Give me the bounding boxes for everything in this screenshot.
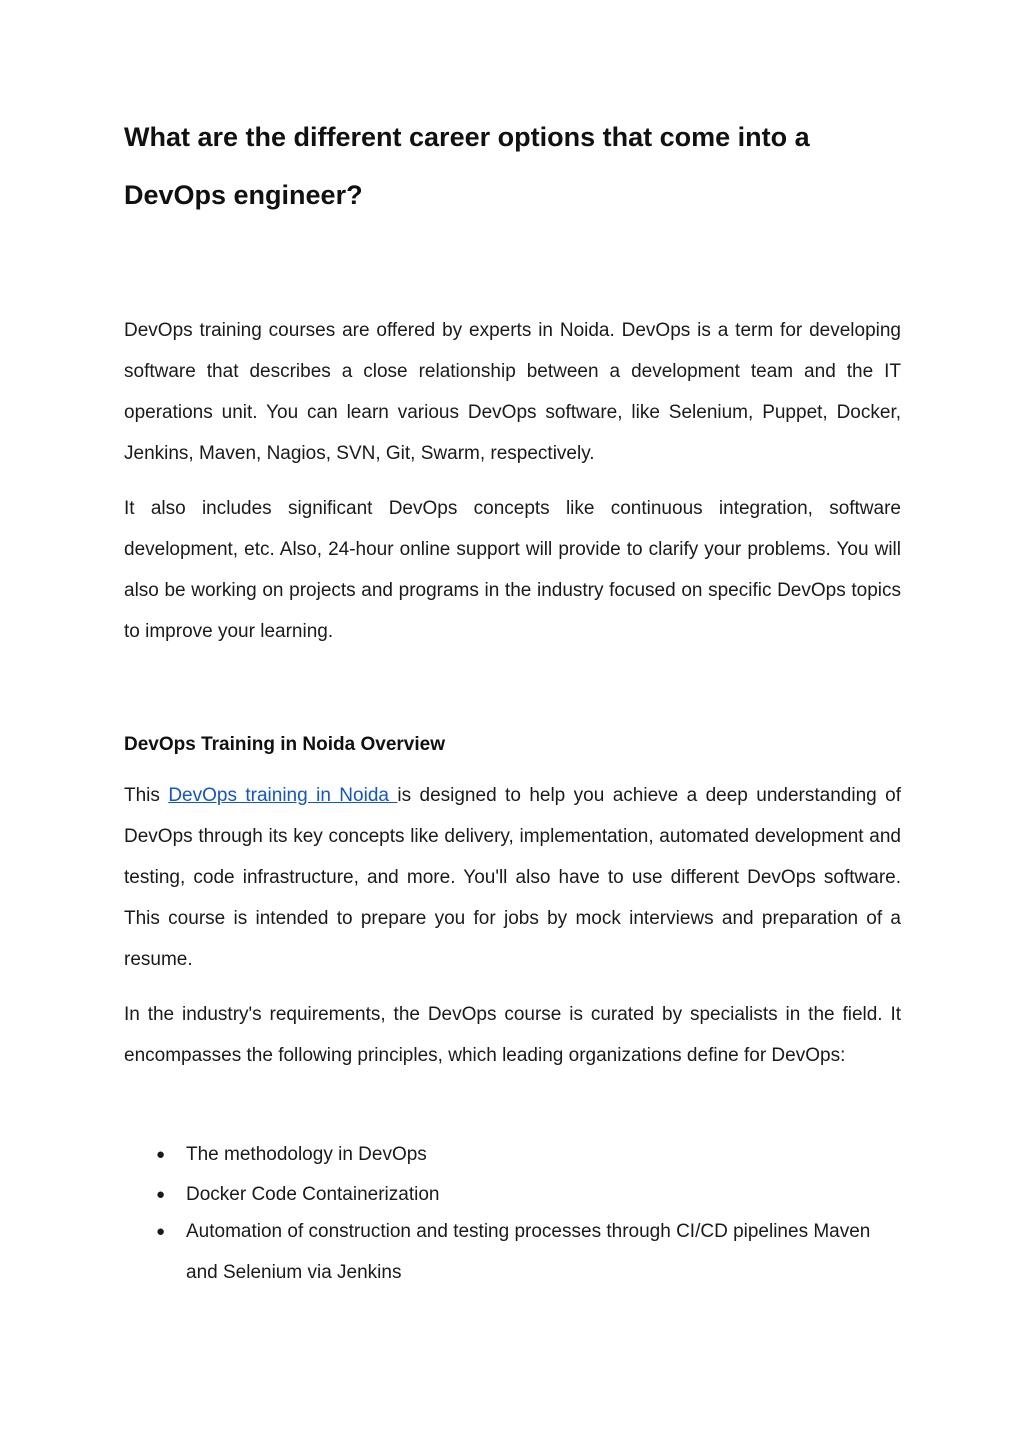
principles-list [124, 1134, 901, 1293]
overview-text-start: This [124, 785, 169, 806]
page-title [124, 108, 904, 224]
list-item-text: The methodology in DevOps [186, 1144, 427, 1165]
list-item [124, 1134, 901, 1174]
page-title-line-2: DevOps engineer? [124, 180, 363, 210]
list-item-text: Docker Code Containerization [186, 1184, 440, 1205]
overview-text-rest: is designed to help you achieve a deep understanding of DevOps through its key concepts like delivery, implementation, automated development and testing, code infrastructure, and more. You'll also have to use different DevOps software. This course is intended to prepare you for jobs by mock interviews and preparation of a resume. [124, 785, 901, 970]
concepts-paragraph: It also includes significant DevOps concepts like continuous integration, software development, etc. Also, 24-hour online support will provide to clarify your problems. You will also be working on projects and programs in the industry focused on specific DevOps topics to improve your learning. [124, 498, 901, 642]
list-item [124, 1174, 901, 1211]
bullet-icon: ● [156, 1186, 166, 1203]
devops-training-noida-link[interactable]: DevOps training in Noida [168, 785, 398, 806]
overview-paragraph [124, 775, 901, 980]
list-item-text: Automation of construction and testing processes through CI/CD pipelines Maven and Selenium via Jenkins [186, 1221, 871, 1283]
page-title-line-1: What are the different career options that come into a [124, 122, 810, 152]
bullet-icon: ● [156, 1223, 166, 1240]
principles-paragraph: In the industry's requirements, the DevOps course is curated by specialists in the field. It encompasses the following principles, which leading organizations define for DevOps: [124, 1004, 901, 1066]
bullet-icon: ● [156, 1146, 166, 1163]
intro-paragraph: DevOps training courses are offered by experts in Noida. DevOps is a term for developing software that describes a close relationship between a development team and the IT operations unit. You can learn various DevOps software, like Selenium, Puppet, Docker, Jenkins, Maven, Nagios, SVN, Git, Swarm, respectively. [124, 320, 901, 464]
list-item [124, 1211, 901, 1293]
section-heading-overview: DevOps Training in Noida Overview [124, 734, 445, 755]
